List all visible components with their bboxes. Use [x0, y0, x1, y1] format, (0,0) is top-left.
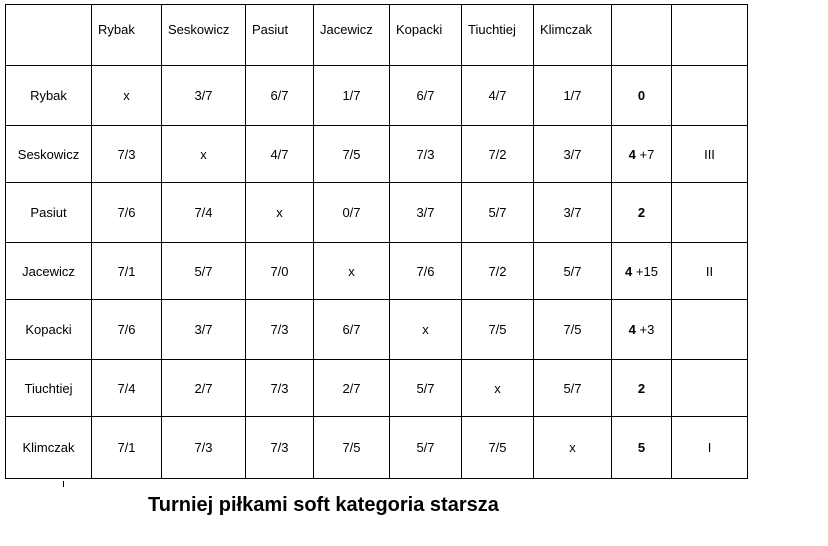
points-value: 5	[637, 440, 646, 455]
table-row	[6, 66, 748, 126]
goal-difference: +7	[635, 146, 655, 162]
score-cell: 3/7	[162, 300, 246, 360]
column-header: Pasiut	[246, 5, 314, 66]
score-cell: 7/5	[314, 417, 390, 479]
results-table	[5, 4, 748, 479]
table-caption: Turniej piłkami soft kategoria starsza	[148, 494, 499, 516]
score-cell: 7/3	[92, 126, 162, 183]
column-header: Rybak	[92, 5, 162, 66]
score-cell: 7/1	[92, 417, 162, 479]
place-header-cell	[672, 5, 748, 66]
score-cell: 7/5	[314, 126, 390, 183]
points-value: 4	[628, 322, 636, 337]
points-cell	[612, 183, 672, 243]
score-cell: 6/7	[390, 66, 462, 126]
column-header: Tiuchtiej	[462, 5, 534, 66]
score-cell: x	[162, 126, 246, 183]
points-cell	[612, 243, 672, 300]
points-cell	[612, 417, 672, 479]
score-cell: 3/7	[534, 126, 612, 183]
score-cell: 5/7	[462, 183, 534, 243]
row-player-name: Pasiut	[6, 183, 92, 243]
score-cell: 2/7	[162, 360, 246, 417]
score-cell: 5/7	[162, 243, 246, 300]
score-cell: 6/7	[314, 300, 390, 360]
score-cell: 5/7	[390, 417, 462, 479]
table-row	[6, 183, 748, 243]
score-cell: x	[534, 417, 612, 479]
place-cell	[672, 300, 748, 360]
score-cell: 6/7	[246, 66, 314, 126]
score-cell: x	[390, 300, 462, 360]
table-row	[6, 126, 748, 183]
points-cell	[612, 300, 672, 360]
score-cell: 4/7	[246, 126, 314, 183]
score-cell: 1/7	[314, 66, 390, 126]
score-cell: 7/6	[390, 243, 462, 300]
place-cell: II	[672, 243, 748, 300]
score-cell: 2/7	[314, 360, 390, 417]
score-cell: 7/3	[246, 300, 314, 360]
goal-difference: +15	[632, 263, 658, 279]
score-cell: 7/4	[92, 360, 162, 417]
column-header: Klimczak	[534, 5, 612, 66]
row-player-name: Tiuchtiej	[6, 360, 92, 417]
points-value: 4	[625, 263, 633, 279]
row-player-name: Kopacki	[6, 300, 92, 360]
score-cell: 7/4	[162, 183, 246, 243]
table-row	[6, 243, 748, 300]
results-table-body	[6, 5, 748, 479]
score-cell: 7/1	[92, 243, 162, 300]
column-header: Seskowicz	[162, 5, 246, 66]
table-row	[6, 360, 748, 417]
place-cell: III	[672, 126, 748, 183]
score-cell: 5/7	[534, 243, 612, 300]
column-header: Kopacki	[390, 5, 462, 66]
points-value: 4	[628, 146, 636, 162]
place-cell	[672, 360, 748, 417]
header-row	[6, 5, 748, 66]
score-cell: 7/0	[246, 243, 314, 300]
score-cell: 7/5	[462, 417, 534, 479]
score-cell: 0/7	[314, 183, 390, 243]
score-cell: 1/7	[534, 66, 612, 126]
row-player-name: Jacewicz	[6, 243, 92, 300]
table-row	[6, 300, 748, 360]
score-cell: 3/7	[534, 183, 612, 243]
score-cell: 7/5	[462, 300, 534, 360]
score-cell: 7/5	[534, 300, 612, 360]
place-cell	[672, 183, 748, 243]
goal-difference: +3	[635, 322, 655, 337]
score-cell: 7/6	[92, 300, 162, 360]
score-cell: 7/3	[246, 360, 314, 417]
place-cell	[672, 66, 748, 126]
row-player-name: Klimczak	[6, 417, 92, 479]
place-cell: I	[672, 417, 748, 479]
points-value: 2	[637, 380, 646, 396]
score-cell: 5/7	[534, 360, 612, 417]
score-cell: 7/3	[390, 126, 462, 183]
score-cell: 7/6	[92, 183, 162, 243]
score-cell: 5/7	[390, 360, 462, 417]
row-player-name: Rybak	[6, 66, 92, 126]
points-cell	[612, 126, 672, 183]
score-cell: 7/3	[162, 417, 246, 479]
points-cell	[612, 66, 672, 126]
score-cell: x	[246, 183, 314, 243]
score-cell: 7/2	[462, 126, 534, 183]
column-header: Jacewicz	[314, 5, 390, 66]
score-cell: 4/7	[462, 66, 534, 126]
score-cell: 3/7	[162, 66, 246, 126]
tick-mark	[63, 481, 64, 487]
points-value: 2	[637, 205, 646, 220]
points-header-cell	[612, 5, 672, 66]
score-cell: x	[314, 243, 390, 300]
points-value: 0	[637, 88, 646, 103]
row-player-name: Seskowicz	[6, 126, 92, 183]
score-cell: 3/7	[390, 183, 462, 243]
corner-cell	[6, 5, 92, 66]
score-cell: x	[92, 66, 162, 126]
score-cell: 7/2	[462, 243, 534, 300]
points-cell	[612, 360, 672, 417]
table-row	[6, 417, 748, 479]
score-cell: x	[462, 360, 534, 417]
score-cell: 7/3	[246, 417, 314, 479]
